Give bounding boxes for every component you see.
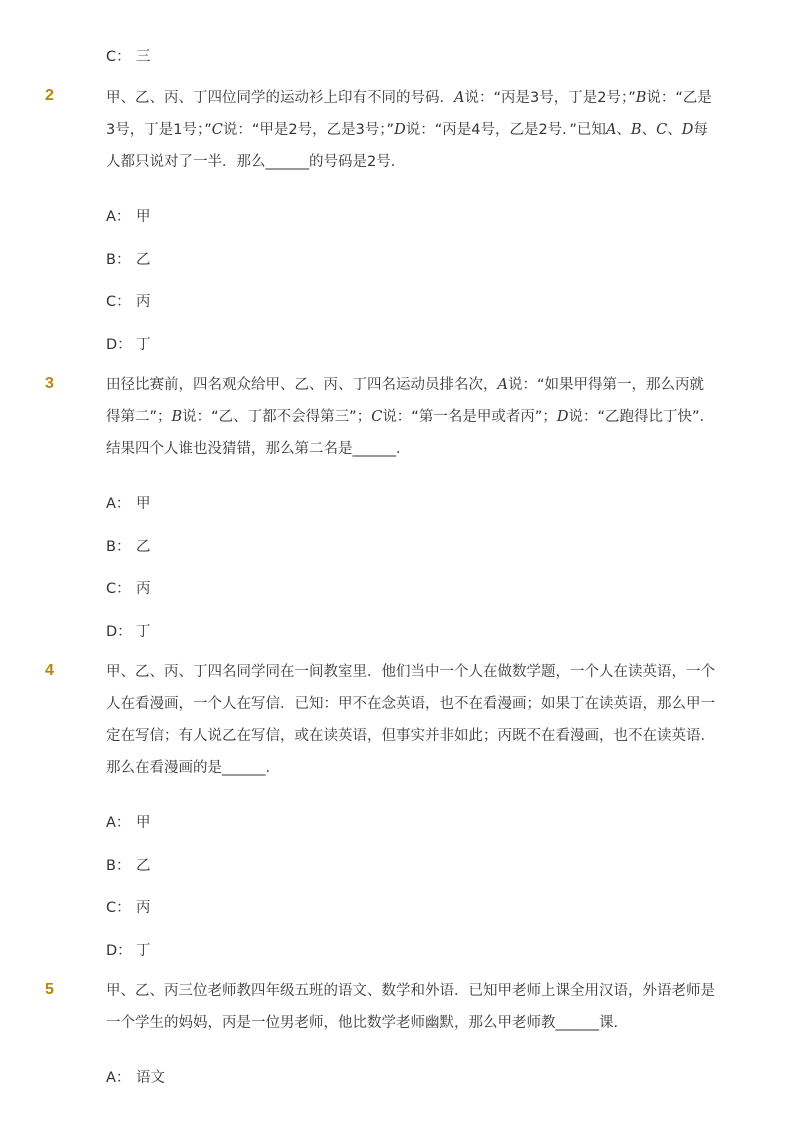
q2-option-b[interactable] — [106, 248, 151, 269]
q3-option-a[interactable] — [106, 492, 151, 513]
option-key: C： — [106, 49, 131, 65]
option-value: 三 — [136, 49, 151, 65]
option-key: C： — [106, 294, 131, 310]
q4-option-d[interactable] — [106, 939, 151, 960]
option-value: 甲 — [136, 496, 151, 512]
option-value: 乙 — [136, 858, 151, 874]
question-stem: 甲、乙、丙、丁四位同学的运动衫上印有不同的号码．A说：“丙是3号，丁是2号；”B说：“乙是3号，丁是1号；”C说：“甲是2号，乙是3号；”D说：“丙是4号，乙是2号．”已知A、B、C、D每人都只说对了一半．那么______的号码是2号． — [106, 90, 712, 170]
option-key: D： — [106, 337, 132, 353]
question-stem: 田径比赛前，四名观众给甲、乙、丙、丁四名运动员排名次，A说：“如果甲得第一，那么丙就得第二”；B说：“乙、丁都不会得第三”；C说：“第一名是甲或者丙”；D说：“乙跑得比丁快”．结果四个人谁也没猜错，那么第二名是______． — [106, 377, 715, 457]
option-value: 丁 — [136, 337, 151, 353]
question-stem: 甲、乙、丙三位老师教四年级五班的语文、数学和外语．已知甲老师上课全用汉语，外语老师是一个学生的妈妈，丙是一位男老师，他比数学老师幽默，那么甲老师教______课． — [106, 983, 715, 1031]
option-key: A： — [106, 209, 131, 225]
q3-option-c[interactable] — [106, 577, 151, 598]
option-key: D： — [106, 943, 132, 959]
question-number: 5 — [45, 981, 54, 998]
option-key: B： — [106, 252, 131, 268]
option-key: A： — [106, 815, 131, 831]
option-value: 丙 — [136, 900, 151, 916]
option-key: D： — [106, 624, 132, 640]
option-value: 丁 — [136, 624, 151, 640]
option-key: A： — [106, 496, 131, 512]
option-value: 丙 — [136, 294, 151, 310]
q3-option-b[interactable] — [106, 535, 151, 556]
option-key: C： — [106, 900, 131, 916]
q1-option-c[interactable] — [106, 45, 151, 66]
option-value: 丁 — [136, 943, 151, 959]
question-stem: 甲、乙、丙、丁四名同学同在一间教室里．他们当中一个人在做数学题，一个人在读英语，一个人在看漫画，一个人在写信．已知：甲不在念英语，也不在看漫画；如果丁在读英语，那么甲一定在写信；有人说乙在写信，或在读英语，但事实并非如此；丙既不在看漫画，也不在读英语．那么在看漫画的是______． — [106, 664, 715, 776]
option-value: 甲 — [136, 815, 151, 831]
question-number: 4 — [45, 662, 54, 679]
q4-option-c[interactable] — [106, 896, 151, 917]
option-key: B： — [106, 858, 131, 874]
q2-option-d[interactable] — [106, 333, 151, 354]
q5-option-a[interactable] — [106, 1066, 165, 1087]
option-value: 甲 — [136, 209, 151, 225]
option-key: C： — [106, 581, 131, 597]
q3-option-d[interactable] — [106, 620, 151, 641]
option-value: 丙 — [136, 581, 151, 597]
q4-option-b[interactable] — [106, 854, 151, 875]
q2-option-a[interactable] — [106, 205, 151, 226]
option-key: A： — [106, 1070, 131, 1086]
q4-option-a[interactable] — [106, 811, 151, 832]
option-key: B： — [106, 539, 131, 555]
q2-option-c[interactable] — [106, 290, 151, 311]
option-value: 乙 — [136, 539, 151, 555]
question-number: 2 — [45, 87, 54, 104]
option-value: 乙 — [136, 252, 151, 268]
question-number: 3 — [45, 375, 54, 392]
option-value: 语文 — [136, 1070, 165, 1086]
